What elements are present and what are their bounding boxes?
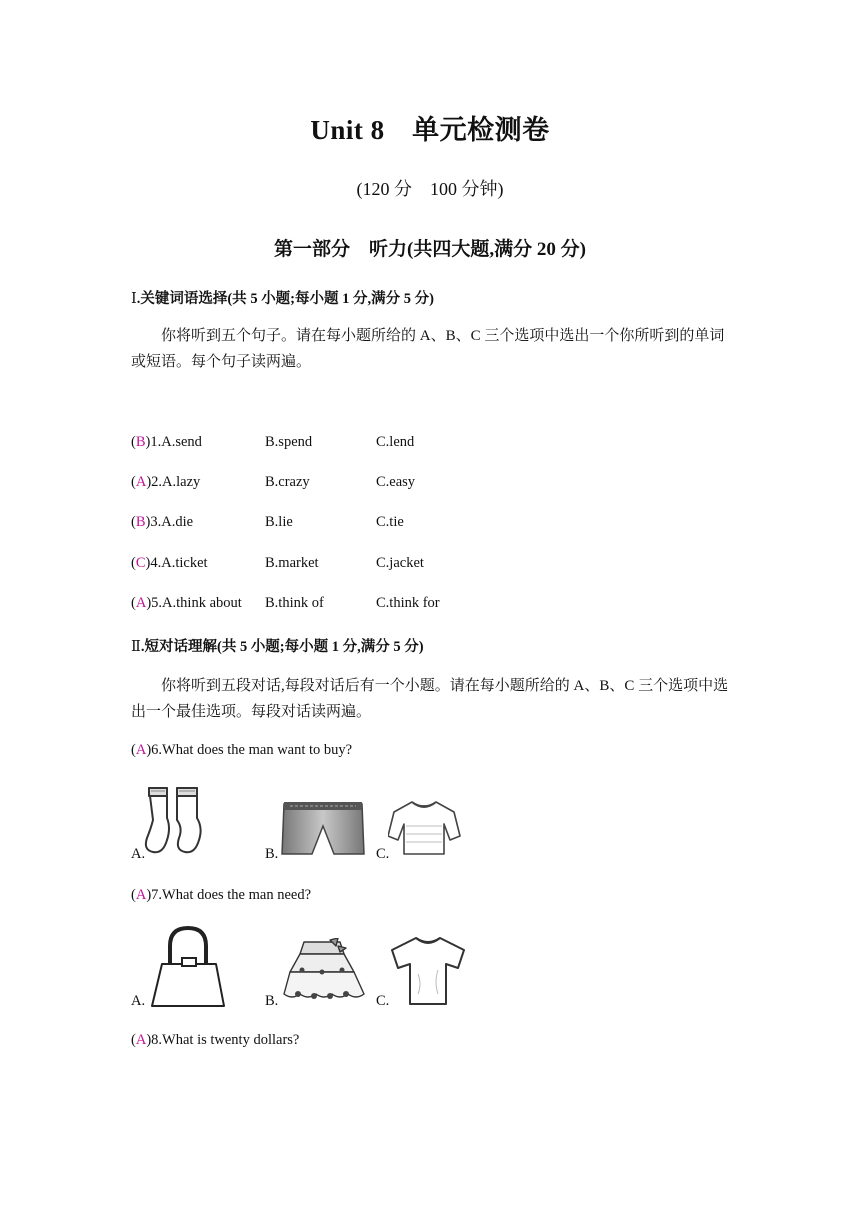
- question-6: (A)6.What does the man want to buy?: [131, 742, 353, 758]
- option-b-label: B.: [265, 846, 279, 862]
- option-b: B.market: [265, 555, 319, 571]
- question-7: (A)7.What does the man need?: [131, 887, 312, 903]
- page-subtitle: (120 分 100 分钟): [356, 179, 504, 199]
- answer-mark: A: [135, 1032, 147, 1048]
- t-shirt-icon: [388, 934, 468, 1006]
- question-row: (C)4.A.ticket B.market C.jacket: [131, 555, 424, 571]
- option-c: C.think for: [376, 595, 440, 611]
- question-row: (B)3.A.die B.lie C.tie: [131, 514, 404, 530]
- question-row: (B)1.A.send B.spend C.lend: [131, 434, 415, 450]
- option-c: C.jacket: [376, 555, 424, 571]
- option-c-label: C.: [376, 993, 390, 1009]
- section1-heading: Ⅰ.关键词语选择(共 5 小题;每小题 1 分,满分 5 分): [131, 291, 434, 307]
- part-heading: 第一部分 听力(共四大题,满分 20 分): [274, 239, 586, 260]
- option-c: C.lend: [376, 434, 415, 450]
- option-c: C.easy: [376, 474, 416, 490]
- option-b: B.spend: [265, 434, 313, 450]
- skirt-icon: [278, 938, 366, 1006]
- answer-mark: A: [135, 474, 147, 490]
- question-row: (A)5.A.think about B.think of C.think for: [131, 595, 440, 611]
- socks-icon: [143, 782, 223, 860]
- answer-mark: A: [135, 742, 147, 758]
- option-c-label: C.: [376, 846, 390, 862]
- section2-instructions: 你将听到五段对话,每段对话后有一个小题。请在每小题所给的 A、B、C 三个选项中选出一个最佳选项。每段对话读两遍。: [131, 678, 729, 720]
- answer-mark: B: [135, 434, 146, 450]
- option-b-label: B.: [265, 993, 279, 1009]
- answer-mark: A: [135, 595, 147, 611]
- question-row: (A)2.A.lazy B.crazy C.easy: [131, 474, 416, 490]
- sweater-icon: [388, 796, 462, 860]
- page-title: Unit 8 单元检测卷: [310, 115, 550, 145]
- option-c: C.tie: [376, 514, 404, 530]
- question-8: (A)8.What is twenty dollars?: [131, 1032, 300, 1048]
- option-b: B.crazy: [265, 474, 310, 490]
- option-a-label: A.: [131, 846, 146, 862]
- option-b: B.lie: [265, 514, 293, 530]
- option-a-label: A.: [131, 993, 146, 1009]
- answer-mark: A: [135, 887, 147, 903]
- section1-instructions: 你将听到五个句子。请在每小题所给的 A、B、C 三个选项中选出一个你所听到的单词或短语。每个句子读两遍。: [131, 328, 725, 370]
- answer-mark: B: [135, 514, 146, 530]
- option-b: B.think of: [265, 595, 324, 611]
- section2-heading: Ⅱ.短对话理解(共 5 小题;每小题 1 分,满分 5 分): [131, 639, 424, 655]
- handbag-icon: [148, 924, 228, 1010]
- shorts-icon: [280, 800, 366, 858]
- answer-mark: C: [135, 555, 146, 571]
